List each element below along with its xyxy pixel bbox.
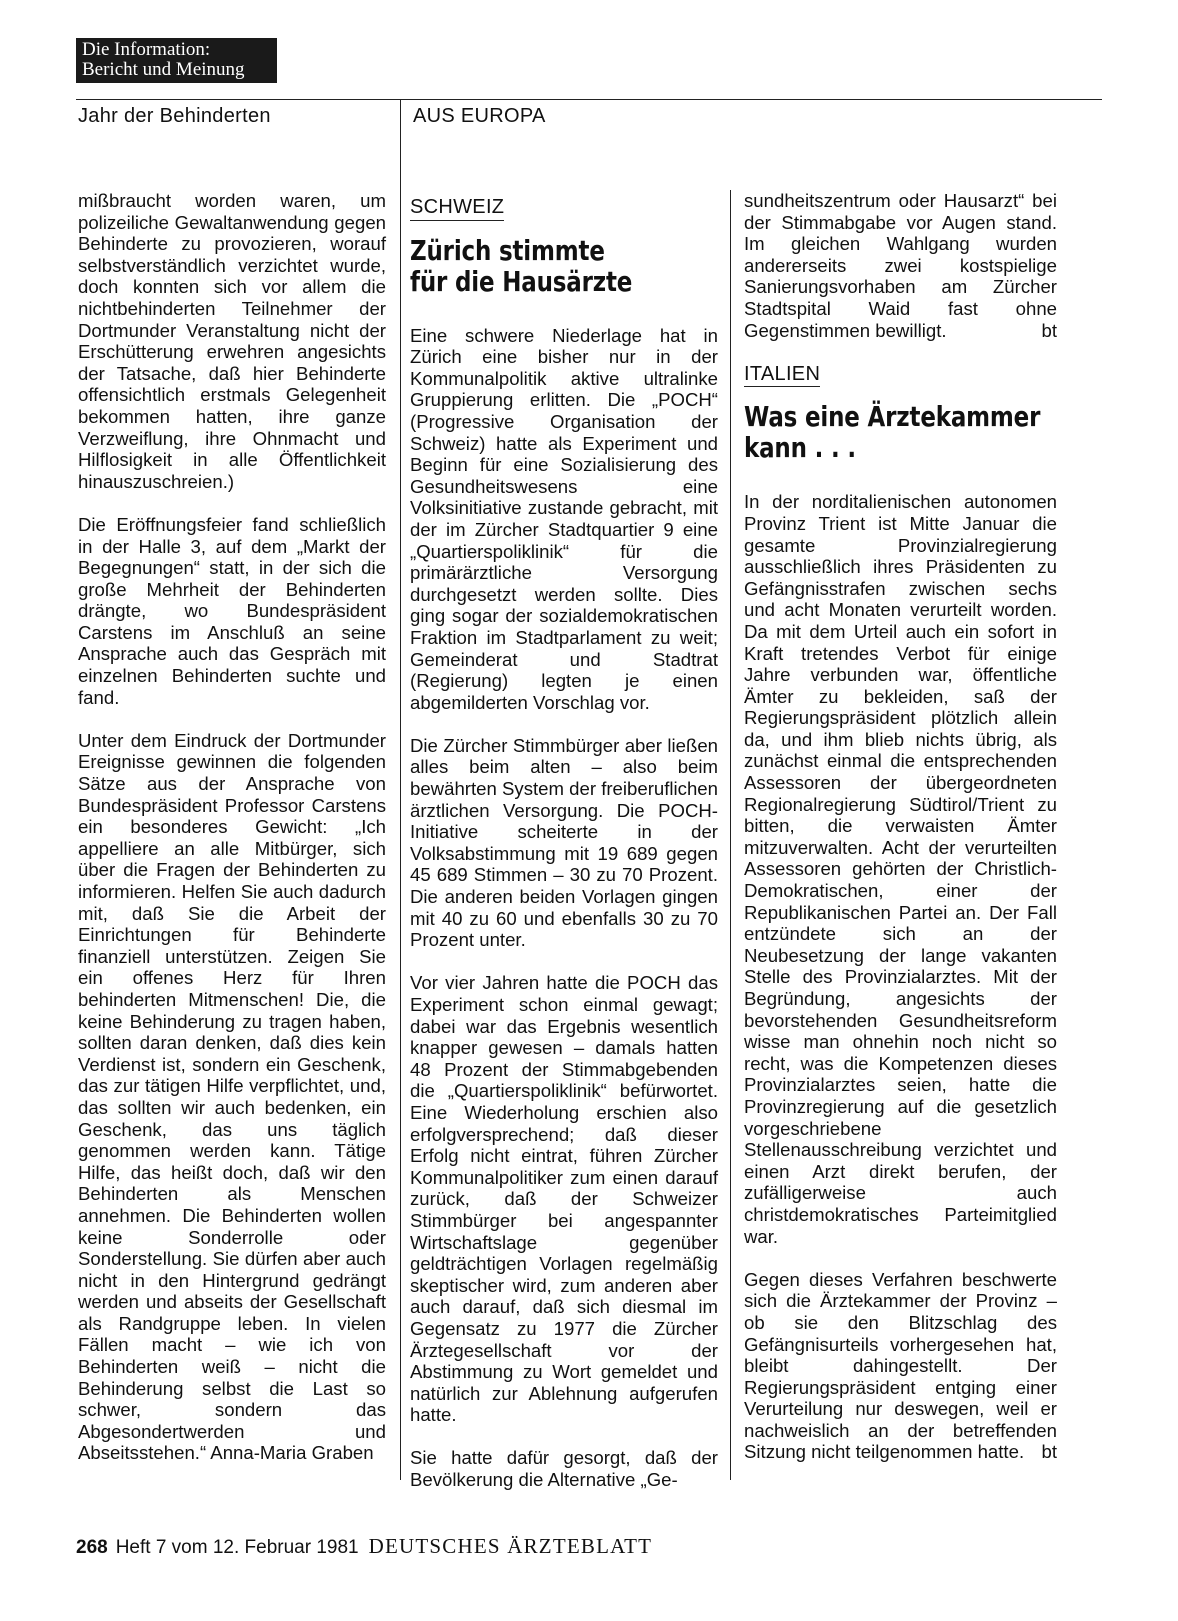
paragraph: Die Eröffnungsfeier fand schließlich in der Halle 3, auf dem „Markt der Begegnungen“ statt, in der sich die große Mehrheit der Behinderten drängte, wo Bundespräsident Carstens im Anschluß an seine Ansprache auch das Gespräch mit einzelnen Behinderten suchte und fand.	[78, 513, 386, 708]
header-rule	[76, 99, 1102, 100]
author-signature: bt	[1041, 1441, 1057, 1463]
paragraph: Die Zürcher Stimmbürger aber ließen alles beim alten – also beim bewährten System der freiberuflichen ärztlichen Versorgung. Die POCH-Initiative scheiterte in der Volksabstimmung mit 19 689 gegen 45 689 Stimmen – 30 zu 70 Prozent. Die anderen beiden Vorlagen gingen mit 40 zu 60 und ebenfalls 30 zu 70 Prozent unter.	[410, 734, 718, 951]
badge-line-1: Die Information:	[82, 39, 211, 60]
paragraph: Unter dem Eindruck der Dortmunder Ereignisse gewinnen die folgenden Sätze aus der Ansprache von Bundespräsident Professor Carstens ein besonderes Gewicht: „Ich appelliere an alle Mitbürger, sich über die Fragen der Behinderten zu informieren. Helfen Sie auch dadurch mit, daß Sie die Arbeit der Einrichtungen für Behinderte finanziell unterstützen. Zeigen Sie ein offenes Herz für Ihren behinderten Mitmenschen! Die, die keine Behinderung zu tragen haben, sollten daran denken, daß dies kein Verdienst ist, sondern ein Geschenk, das zur tätigen Hilfe verpflichtet, und, das sollten wir auch bedenken, ein Geschenk, das uns täglich genommen werden kann. Tätige Hilfe, das heißt doch, daß wir den Behinderten als Menschen annehmen. Die Behinderten wollen keine Sonderrolle oder Sonderstellung. Sie dürfen aber auch nicht in den Hintergrund gedrängt werden und abseits der Gesellschaft als Randgruppe leben. In vielen Fällen macht – wie ich von Behinderten weiß – nicht die Behinderung selbst die Last so schwer, sondern das Abgesondertwerden und Abseitsstehen.“ Anna-Maria Graben	[78, 729, 386, 1464]
country-kicker: SCHWEIZ	[410, 197, 504, 221]
column-divider-2	[730, 190, 731, 1480]
country-kicker: ITALIEN	[744, 364, 820, 388]
paragraph	[744, 1269, 1057, 1463]
headline-line-2: für die Hausärzte	[410, 264, 633, 298]
author-signature: bt	[1041, 319, 1057, 341]
paragraph-text: sundheitszentrum oder Hausarzt“ bei der Stimmabgabe vor Augen stand. Im gleichen Wahlgang wurden andererseits zwei kostspielige Sanierungsvorhaben am Zürcher Stadtspital Waid fast ohne Gegenstimmen bewilligt.	[744, 190, 1057, 341]
badge-line-2: Bericht und Meinung	[82, 59, 245, 80]
section-badge	[76, 38, 277, 83]
magazine-name: DEUTSCHES ÄRZTEBLATT	[368, 1534, 653, 1558]
paragraph	[744, 190, 1057, 341]
headline-line-1: Zürich stimmte	[410, 233, 605, 267]
headline-line-1: Was eine Ärztekammer	[744, 400, 1041, 434]
article-italien	[744, 190, 1057, 1463]
section-title-right: AUS EUROPA	[413, 105, 546, 127]
paragraph: mißbraucht worden waren, um polizeiliche Gewaltanwendung gegen Behinderte zu provozieren, worauf selbstverständlich verzichtet wurde, doch konnten sich vor allem die nichtbehinderten Teilnehmer der Dortmunder Veranstaltung nicht der Erschütterung erwehren angesichts der Tatsache, daß hier Behinderte offensichtlich erstmals Gelegenheit bekommen hatten, ihre ganze Verzweiflung, ihre Ohnmacht und Hilflosigkeit in alle Öffentlichkeit hinauszuschreien.)	[78, 190, 386, 492]
paragraph: Vor vier Jahren hatte die POCH das Experiment schon einmal gewagt; dabei war das Ergebnis wesentlich knapper gewesen – damals hatten 48 Prozent der Stimmabgebenden die „Quartierspoliklinik“ befürwortet. Eine Wiederholung erschien also erfolgversprechend; daß dieser Erfolg nicht eintrat, führen Zürcher Kommunalpolitiker zum einen darauf zurück, daß der Schweizer Stimmbürger bei angespannter Wirtschaftslage gegenüber geldträchtigen Vorlagen regelmäßig skeptischer wird, zum anderen aber auch darauf, daß sich diesmal im Gegensatz zu 1977 die Zürcher Ärztegesellschaft vor der Abstimmung zu Wort gemeldet und natürlich zur Ablehnung aufgerufen hatte.	[410, 972, 718, 1426]
article-headline	[410, 235, 663, 297]
article-continuation-column	[78, 190, 386, 1464]
paragraph-text: Gegen dieses Verfahren beschwerte sich die Ärztekammer der Provinz – ob sie den Blitzschlag des Gefängnisurteils vorhergesehen hat, bleibt dahingestellt. Der Regierungspräsident entging einer Verurteilung nur deswegen, weil er nachweislich an der betreffenden Sitzung nicht teilgenommen hatte.	[744, 1268, 1057, 1463]
article-headline	[744, 400, 1041, 465]
section-title-left: Jahr der Behinderten	[78, 105, 271, 127]
page-number: 268	[76, 1537, 108, 1558]
page-footer	[76, 1534, 652, 1559]
paragraph: In der norditalienischen autonomen Provinz Trient ist Mitte Januar die gesamte Provinzialregierung ausschließlich ihres Präsidenten zu Gefängnisstrafen zwischen sechs und acht Monaten verurteilt worden. Da mit dem Urteil auch ein sofort in Kraft tretendes Verbot für einige Jahre verbunden war, öffentliche Ämter zu bekleiden, saß der Regierungspräsident plötzlich allein da, und ihm blieb nichts übrig, als zunächst einmal die entsprechenden Assessoren der übergeordneten Regionalregierung Südtirol/Trient zu bitten, die verwaisten Ämter mitzuverwalten. Acht der verurteilten Assessoren gehörten der Christlich-Demokratischen, einer der Republikanischen Partei an. Der Fall entzündete sich an der Neubesetzung der lange vakanten Stelle des Provinzialarztes. Mit der Begründung, angesichts der bevorstehenden Gesundheitsreform wisse man ohnehin noch nicht so recht, was die Kompetenzen dieses Provinzialarztes seien, hatte die Provinzregierung auf die gesetzlich vorgeschriebene Stellenausschreibung verzichtet und einen Arzt direkt berufen, der zufälligerweise auch christdemokratisches Parteimitglied war.	[744, 491, 1057, 1247]
headline-line-2: kann . . .	[744, 431, 856, 465]
column-divider-1	[400, 100, 401, 1480]
paragraph: Eine schwere Niederlage hat in Zürich eine bisher nur in der Kommunalpolitik aktive ultralinke Gruppierung erlitten. Die „POCH“ (Progressive Organisation der Schweiz) hatte als Experiment und Beginn für eine Sozialisierung des Gesundheitswesens eine Volksinitiative zustande gebracht, mit der im Zürcher Stadtquartier 9 eine „Quartierspoliklinik“ für die primärärztliche Versorgung durchgesetzt werden sollte. Dies ging sogar der sozialdemokratischen Fraktion im Stadtparlament zu weit; Gemeinderat und Stadtrat (Regierung) legten je einen abgemilderten Vorschlag vor.	[410, 324, 718, 713]
article-schweiz	[410, 196, 718, 1491]
paragraph: Sie hatte dafür gesorgt, daß der Bevölkerung die Alternative „Ge-	[410, 1447, 718, 1491]
issue-info: Heft 7 vom 12. Februar 1981	[115, 1537, 359, 1558]
